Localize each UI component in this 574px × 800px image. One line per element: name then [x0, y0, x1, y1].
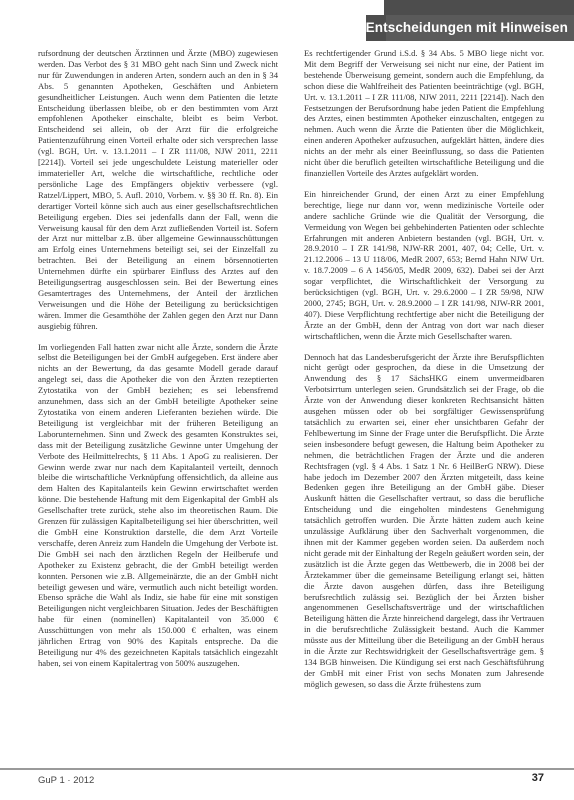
paragraph: Im vorliegenden Fall hatten zwar nicht alle Ärzte, sondern die Ärzte selbst die Beteiligungen bei der GmbH aufgegeben. Erst ändere aber nichts an der Bewertung, da das gesamte Modell gerade darauf angelegt sei, dass die Apotheker die von den Ärzten rezeptierten Zytostatika von der GmbH beziehen; es sei lebensfremd anzunehmen, dass sich an der GmbH beteiligte Apotheker seine Zytostatika von einem anderen Lieferanten beziehen würde. Die Beteiligung ist vergleichbar mit der früheren Beteiligung an Laborunternehmen. Sinn und Zweck des gesamten Konstruktes sei, dass mit der Beteiligung zusätzliche Gewinne unter Umgehung der Verbote des Heilmittelrechts, § 11 Abs. 1 ApoG zu realisieren. Der Gewinn werde zwar nur nach dem Kapitalanteil verteilt, dennoch bleibe die wirtschaftliche Verknüpfung offensichtlich, da alleine aus dem Halten des Kapitalanteils kein Gewinn erwirtschaftet werden könne. Die bestehende Haftung mit dem Eigenkapital der GmbH als Gesellschafter trete zurück, stehe also im theoretischen Raum. Die Grenzen für zulässigen Kapitalbeteiligung sei hier überschritten, weil die GmbH eine Konstruktion darstelle, die dem Arzt Vorteile verschaffe, deren Anreiz zum Handeln die Umgehung der Verbote ist. Die GmbH sei nach den ärztlichen Regeln der Heilberufe und Apotheker zu Existenz gebracht, die der GmbH beteiligt werden konnten. Personen wie z.B. Allgemeinärzte, die an der GmbH nicht beteiligt gewesen und wäre, vermutlich auch nicht beteiligt worden. Ebenso spräche die Wahl als Indiz, sie habe für eine mit sonstigen Beteiligungen nicht vergleichbaren Situation. Jedes der Beschäftigten habe für einen (nominellen) Kapitalanteil von 35.000 € Ausschüttungen von mehr als 150.000 € erhalten, was einem jährlichen Ertrag von 90% des Kapitals entspreche. Da die Beteiligung nur 4% des gezeichneten Kapitals tatsächlich eingezahlt haben, sei von einem Kapitalertrag von 500% auszugehen. [38, 341, 278, 668]
paragraph: Es rechtfertigender Grund i.S.d. § 34 Abs. 5 MBO liege nicht vor. Mit dem Begriff der Verweisung sei nicht nur eine, der Patient im bestehende Überweisung gemeint, sondern auch die Empfehlung, da schon diese die Wahlfreiheit des Patienten beeinträchtige (vgl. BGH, Urt. v. 13.1.2011 – I ZR 111/08, NJW 2011, 2211 [2214]). Nach den Festsetzungen der Berufsordnung habe jeden Patient die Empfehlung des Arztes, einen bestimmten Apotheker einzuschalten, entgegen zu nehmen. Auch wenn die Ärzte die Patienten über die Möglichkeit, einen anderen Apotheker aufzusuchen, aufgeklärt hätten, ändere dies nichts an der mehr als einer Beeinflussung, so dass die Patienten nicht über die beruflich geteilten wirtschaftliche Beteiligung und die finanziellen Vorteile des Arztes aufgeklärt worden. [304, 48, 544, 178]
paragraph: rufsordnung der deutschen Ärztinnen und Ärzte (MBO) zugewiesen werden. Das Verbot des § 31 MBO geht nach Sinn und Zweck nicht nur für Zuwendungen in anderen Arten, sondern auch an den in § 34 Abs. 5 genannten Apotheken, Geschäften und Anbietern gesundheitlicher Leistungen. Auch wenn dem Patienten die letzte Entscheidung überlassen bleibe, ob er den bestimmten vom Arzt empfohlenen Apotheker einschalte, bleibt es beim Verbot. Entscheidend sei allein, ob der Arzt für die erfolgreiche Patientenzuführung einen Vorteil erhalte oder sich versprechen lasse (vgl. BGH, Urt. v. 13.1.2011 – I ZR 111/08, NJW 2011, 2211 [2214]). Vorteil sei jede ungeschuldete Leistung materieller oder immaterieller Art, welche die wirtschaftliche, rechtliche oder persönliche Lage des Empfängers objektiv verbessere (vgl. Ratzel/Lippert, MBO, 5. Aufl. 2010, Vorbem. v. §§ 30 ff. Rn. 8). Ein derartiger Vorteil könne sich auch aus einer gesellschaftsrechtlichen Beteiligung ergeben. Dies sei jedenfalls dann der Fall, wenn die Verweisung kausal für den dem Arzt zufließenden Vorteil ist. Sofern der Arzt nur mittelbar z.B. über allgemeine Gewinnausschüttungen am Erfolg eines Unternehmens beteiligt sei, sei der Einzelfall zu betrachten. Bei der Beteiligung an einem börsennotierten Unternehmen dürfte ein spürbarer Einfluss des Arztes auf den Beteiligungsertrag ausgeschlossen sein. Bei der Bewertung eines Gesamtertrages des Unternehmens, der Anteil der ärztlichen Verweisungen und die Höhe der Beteiligung zu berücksichtigen wären. Immer die Gesamthöhe der Zahlen gegen den Arzt nur Dann ausgiebig führen. [38, 48, 278, 331]
paragraph: Ein hinreichender Grund, der einen Arzt zu einer Empfehlung berechtige, liege nur dann vor, wenn medizinische Vorteile oder andere sachliche Gründe wie die Qualität der Versorgung, die Vermeidung von Wegen bei gehbehinderten Patienten oder schlechte Erfahrungen mit anderen Anbietern bestanden (vgl. BGH, Urt. v. 28.9.2010 – I ZR 141/98, NJW-RR 2001, 407, 04; Celle, Urt. v. 21.12.2006 – 13 U 118/06, MedR 2007, 653; Bernd Hahn NJW Urt. v. 18.7.2009 – 6 A 1456/05, MedR 2009, 632). Dabei sei der Arzt sogar verpflichtet, die Wirtschaftlichkeit der Versorgung zu berücksichtigen (vgl. BGH, Urt. v. 29.6.2000 – I ZR 59/98, NJW 2000, 2745; BGH, Urt. v. 28.9.2000 – I ZR 141/98, NJW-RR 2001, 407). Diese Verpflichtung rechtfertige aber nicht die Beteiligung der Ärzte an der GmbH, denn der Antrag von dort war nach dieser wirtschaftlichen, wenn die Ärzte mich Gesellschafter waren. [304, 188, 544, 341]
left-column [38, 48, 278, 766]
page-number: 37 [531, 772, 544, 784]
right-column [304, 48, 544, 766]
section-title: Entscheidungen mit Hinweisen [365, 20, 568, 35]
journal-issue: GuP 1 · 2012 [38, 775, 95, 786]
article-body [38, 48, 544, 766]
paragraph: Dennoch hat das Landesberufsgericht der Ärzte ihre Berufspflichten nicht gerügt oder gesprochen, da diese in die Umsetzung der Anwendung des § 17 SächsHKG einem unvermeidbaren Verbotsirrtum unterlegen seien. Grundsätzlich sei der Frage, ob die Ärzte von der Anwendung dieser konkreten Rechtsansicht hätten ausgehen müssen oder ob bei sorgfältiger Gewissensprüfung tatsächlich zu erwarten sei, einer eher unsichtbaren Gefahr der Fehlbewertung im Sinne der Frage unter die Berufspflicht. Die Ärzte seien insbesondere befugt gewesen, die Haltung beim Apotheker zu nehmen, die beträchtlichen Fragen der Ärzte und die anderen Rechtsfragen (vgl. § 4 Abs. 1 Satz 1 Nr. 6 HeilBerG NRW). Diese habe jedoch im Dezember 2007 den Ärzten mitgeteilt, dass keine Bedenken gegen ihre Beteiligung an der GmbH gäbe. Dieser Auskunft hätten die Gesellschafter vertraut, so dass die berufliche Entscheidung und die eingeholten mindestens Genehmigung tatsächlich getroffen wurden. Die Ärzte hätten zudem auch keine unzulässige Aufklärung über den Sachverhalt vorgenommen, die ihnen mit der Kammer gegeben worden seien. Da außerdem noch nicht gerade mit der Einhaltung der Regeln geäußert worden sein, der zusätzlich ist die Ärzte gegen das Wettbewerb, die in 2008 bei der Ärztekammer über die gemeinsame Beteiligung erlangt sei, hätten die Ärzte davon ausgehen dürfen, dass ihre Beteiligung berufsrechtlich zulässig sei. Bezüglich der bei Ärzten bisher angenommenen Gesellschaftsverträge und der wirtschaftlichen Beteiligung hätten die Ärzte hinreichend dargelegt, dass ihr Vertrauen in die berufsrechtliche Zulässigkeit bestand. Auch die Kammer müsste aus der Mitteilung über die Beteiligung an der GmbH heraus in die Ärzte zur Rechtswidrigkeit der Gesellschaftsverträge gem. § 134 BGB hinweisen. Die Kündigung sei erst nach Geschäftsführung der GmbH mit einer Frist von sechs Monaten zum Jahresende möglich gewesen, so dass die Ärzte frühestens zum [304, 351, 544, 689]
footer-divider [0, 768, 574, 770]
